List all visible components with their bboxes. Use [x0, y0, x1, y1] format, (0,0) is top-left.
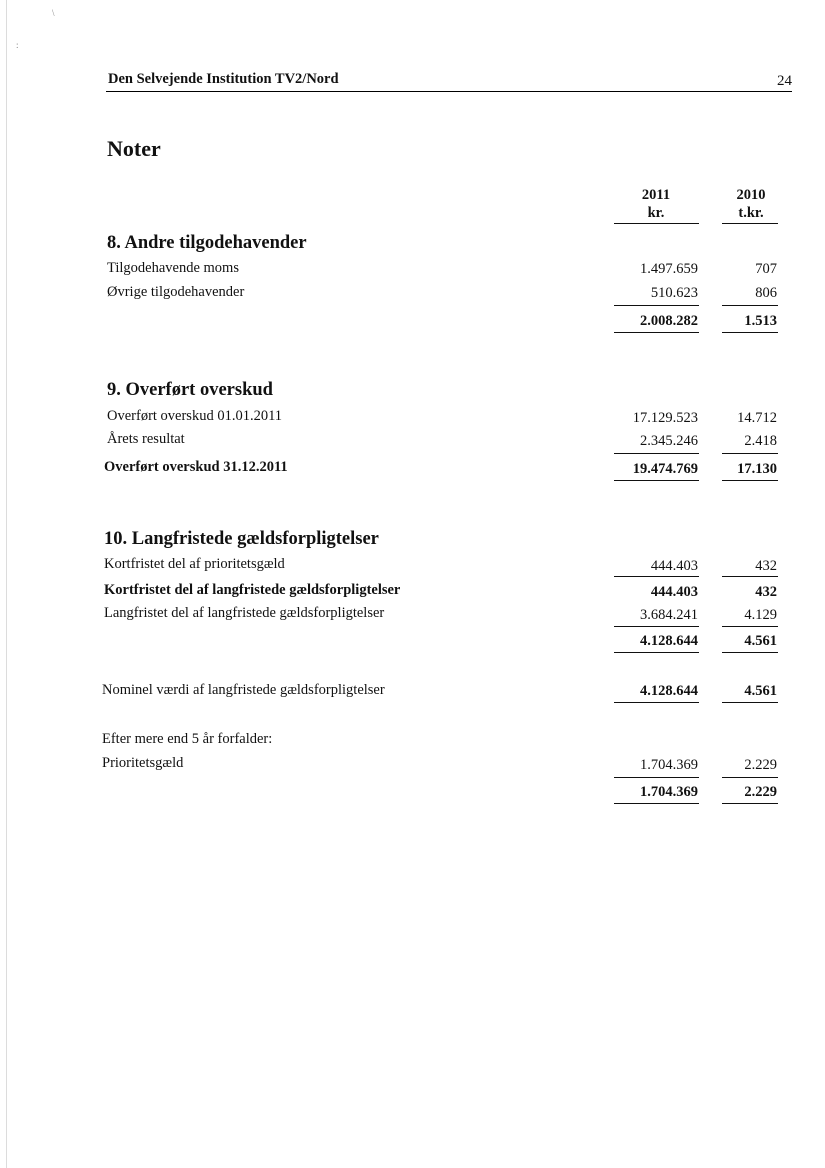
value-2011: 2.345.246 [640, 433, 698, 449]
subtotal-rule [614, 777, 699, 778]
total-rule [722, 332, 778, 333]
note-10-title: 10. Langfristede gældsforpligtelser [104, 529, 379, 549]
page-title: Noter [107, 136, 161, 161]
total-rule [614, 652, 699, 653]
row-label: Overført overskud 01.01.2011 [107, 408, 283, 424]
total-2011: 2.008.282 [640, 313, 698, 329]
subtotal-rule [722, 626, 778, 627]
value-2011: 444.403 [650, 584, 698, 600]
value-2011: 444.403 [650, 558, 698, 574]
value-2010: 707 [755, 261, 777, 277]
column-unit: kr. [647, 205, 665, 221]
subtotal-rule [614, 305, 699, 306]
row-label: Kortfristet del af prioritetsgæld [104, 556, 285, 572]
value-2010: 2.229 [744, 757, 777, 773]
nominal-rule [722, 702, 778, 703]
company-name: Den Selvejende Institution TV2/Nord [108, 71, 339, 87]
value-2010: 432 [755, 584, 777, 600]
column-header-rule [722, 223, 778, 224]
total-rule [722, 803, 778, 804]
header-rule [106, 91, 792, 92]
total-2010: 2.229 [744, 784, 777, 800]
total-2010: 1.513 [744, 313, 777, 329]
row-label: Tilgodehavende moms [107, 260, 239, 276]
row-label: Årets resultat [107, 431, 185, 447]
column-year: 2010 [736, 187, 766, 203]
value-2010: 432 [755, 558, 777, 574]
value-2011: 3.684.241 [640, 607, 698, 623]
nominal-label: Nominel værdi af langfristede gældsforpligtelser [102, 682, 385, 698]
total-rule [722, 652, 778, 653]
row-label: Langfristet del af langfristede gældsforpligtelser [104, 605, 385, 621]
total-2010: 17.130 [737, 461, 777, 477]
nominal-2011: 4.128.644 [640, 683, 698, 699]
subtotal-rule [722, 453, 778, 454]
note-8-title: 8. Andre tilgodehavender [107, 233, 307, 253]
row-label: Prioritetsgæld [102, 755, 184, 771]
column-header-rule [614, 223, 699, 224]
row-label-bold: Kortfristet del af langfristede gældsforpligtelser [104, 582, 401, 598]
total-rule [614, 480, 699, 481]
total-rule [722, 480, 778, 481]
column-header-2011 [614, 186, 698, 222]
scan-speck: : [16, 40, 19, 50]
subtotal-rule [614, 576, 699, 577]
value-2010: 14.712 [737, 410, 777, 426]
column-year: 2011 [641, 187, 671, 203]
value-2011: 1.704.369 [640, 757, 698, 773]
value-2010: 2.418 [744, 433, 777, 449]
column-unit: t.kr. [738, 205, 764, 221]
scan-margin-line [6, 0, 7, 1168]
value-2011: 1.497.659 [640, 261, 698, 277]
row-label-total: Overført overskud 31.12.2011 [104, 459, 288, 475]
value-2010: 4.129 [744, 607, 777, 623]
subtotal-rule [722, 777, 778, 778]
total-2011: 19.474.769 [632, 461, 698, 477]
row-label: Øvrige tilgodehavender [107, 284, 245, 300]
subtotal-rule [722, 576, 778, 577]
column-header-2010 [709, 186, 793, 222]
value-2011: 17.129.523 [632, 410, 698, 426]
value-2010: 806 [755, 285, 777, 301]
scan-speck: \ [52, 8, 55, 18]
subtotal-rule [614, 453, 699, 454]
total-2011: 4.128.644 [640, 633, 698, 649]
total-rule [614, 803, 699, 804]
total-rule [614, 332, 699, 333]
page-number: 24 [777, 73, 792, 89]
nominal-2010: 4.561 [744, 683, 777, 699]
nominal-rule [614, 702, 699, 703]
after-5-years-label: Efter mere end 5 år forfalder: [102, 731, 273, 747]
subtotal-rule [722, 305, 778, 306]
note-9-title: 9. Overført overskud [107, 380, 273, 400]
total-2011: 1.704.369 [640, 784, 698, 800]
subtotal-rule [614, 626, 699, 627]
total-2010: 4.561 [744, 633, 777, 649]
value-2011: 510.623 [650, 285, 698, 301]
